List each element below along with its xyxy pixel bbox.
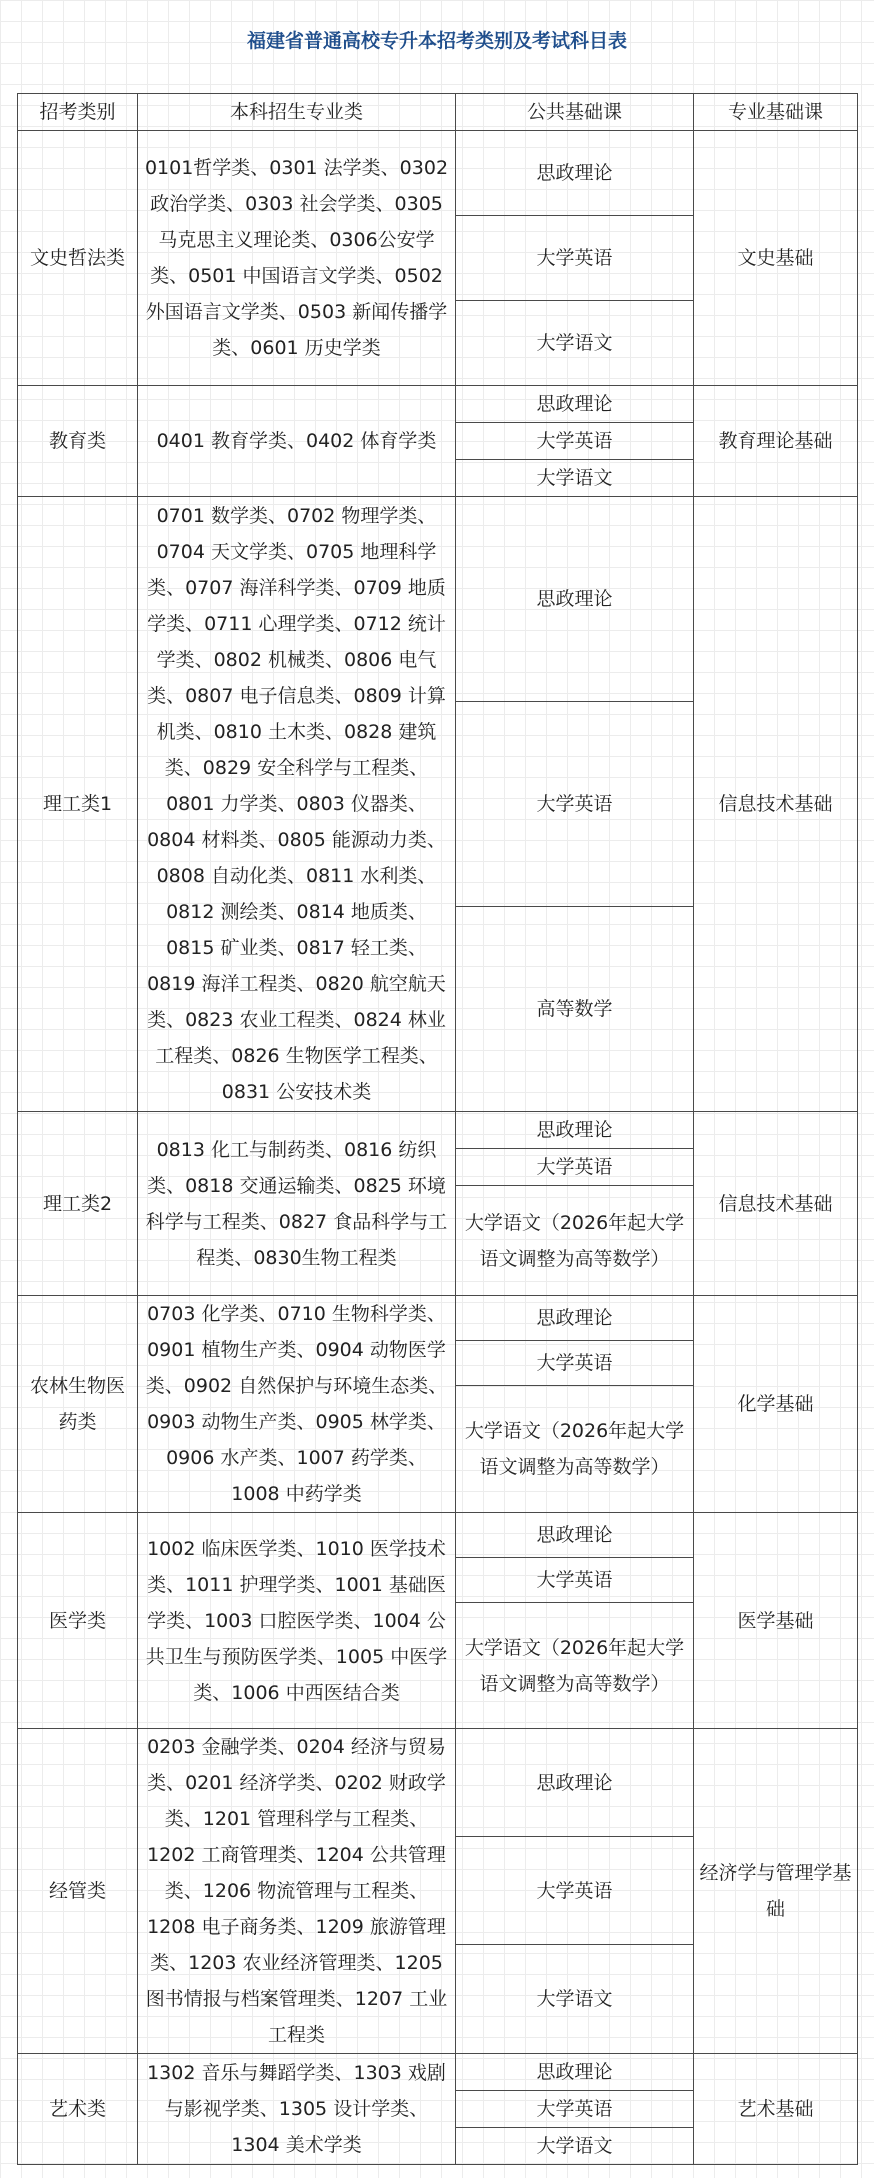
public-course-cell: 思政理论: [456, 1112, 694, 1149]
category-cell: 农林生物医药类: [18, 1296, 138, 1513]
majors-cell: 0203 金融学类、0204 经济与贸易类、0201 经济学类、0202 财政学类、1201 管理科学与工程类、1202 工商管理类、1204 公共管理类、1206 物流管理与工程类、1208 电子商务类、1209 旅游管理类、1203 农业经济管理类、1205 图书情报与档案管理类、1207 工业工程类: [138, 1729, 456, 2054]
public-course-cell: 大学语文（2026年起大学语文调整为高等数学）: [456, 1603, 694, 1729]
public-course-cell: 思政理论: [456, 386, 694, 423]
majors-cell: 0703 化学类、0710 生物科学类、0901 植物生产类、0904 动物医学类、0902 自然保护与环境生态类、0903 动物生产类、0905 林学类、0906 水产类、1007 药学类、1008 中药学类: [138, 1296, 456, 1513]
majors-cell: 0813 化工与制药类、0816 纺织类、0818 交通运输类、0825 环境科学与工程类、0827 食品科学与工程类、0830生物工程类: [138, 1112, 456, 1296]
category-cell: 艺术类: [18, 2054, 138, 2165]
header-public-courses: 公共基础课: [456, 94, 694, 131]
document-title: 福建省普通高校专升本招考类别及考试科目表: [246, 30, 627, 52]
majors-cell: 0701 数学类、0702 物理学类、0704 天文学类、0705 地理科学类、0707 海洋科学类、0709 地质学类、0711 心理学类、0712 统计学类、0802 机械类、0806 电气类、0807 电子信息类、0809 计算机类、0810 土木类、0828 建筑类、0829 安全科学与工程类、0801 力学类、0803 仪器类、0804 材料类、0805 能源动力类、0808 自动化类、0811 水利类、0812 测绘类、0814 地质类、0815 矿业类、0817 轻工类、0819 海洋工程类、0820 航空航天类、0823 农业工程类、0824 林业工程类、0826 生物医学工程类、0831 公安技术类: [138, 497, 456, 1112]
professional-course-cell: 文史基础: [694, 131, 858, 386]
exam-subjects-table: [17, 93, 858, 2165]
public-course-cell: 大学英语: [456, 1149, 694, 1186]
public-course-cell: 大学语文（2026年起大学语文调整为高等数学）: [456, 1386, 694, 1513]
professional-course-cell: 信息技术基础: [694, 1112, 858, 1296]
public-course-cell: 大学英语: [456, 2091, 694, 2128]
public-course-cell: 大学语文: [456, 2128, 694, 2165]
header-majors: 本科招生专业类: [138, 94, 456, 131]
public-course-cell: 思政理论: [456, 1729, 694, 1837]
table-row: [18, 1112, 858, 1149]
public-course-cell: 大学英语: [456, 702, 694, 907]
public-course-cell: 大学语文（2026年起大学语文调整为高等数学）: [456, 1186, 694, 1296]
public-course-cell: 大学英语: [456, 216, 694, 301]
header-professional-course: 专业基础课: [694, 94, 858, 131]
table-row: [18, 1513, 858, 1558]
public-course-cell: 思政理论: [456, 2054, 694, 2091]
professional-course-cell: 教育理论基础: [694, 386, 858, 497]
category-cell: 理工类1: [18, 497, 138, 1112]
table-row: [18, 1729, 858, 1837]
category-cell: 理工类2: [18, 1112, 138, 1296]
public-course-cell: 大学英语: [456, 423, 694, 460]
majors-cell: 1002 临床医学类、1010 医学技术类、1011 护理学类、1001 基础医学类、1003 口腔医学类、1004 公共卫生与预防医学类、1005 中医学类、1006 中西医结合类: [138, 1513, 456, 1729]
public-course-cell: 思政理论: [456, 131, 694, 216]
public-course-cell: 大学英语: [456, 1837, 694, 1945]
public-course-cell: 大学语文: [456, 460, 694, 497]
professional-course-cell: 化学基础: [694, 1296, 858, 1513]
professional-course-cell: 医学基础: [694, 1513, 858, 1729]
public-course-cell: 思政理论: [456, 497, 694, 702]
table-row: [18, 386, 858, 423]
table-row: [18, 2054, 858, 2091]
public-course-cell: 思政理论: [456, 1513, 694, 1558]
professional-course-cell: 艺术基础: [694, 2054, 858, 2165]
public-course-cell: 高等数学: [456, 907, 694, 1112]
header-category: 招考类别: [18, 94, 138, 131]
category-cell: 医学类: [18, 1513, 138, 1729]
majors-cell: 1302 音乐与舞蹈学类、1303 戏剧与影视学类、1305 设计学类、1304 美术学类: [138, 2054, 456, 2165]
table-row: [18, 131, 858, 216]
majors-cell: 0101哲学类、0301 法学类、0302 政治学类、0303 社会学类、0305 马克思主义理论类、0306公安学类、0501 中国语言文学类、0502 外国语言文学类、0503 新闻传播学类、0601 历史学类: [138, 131, 456, 386]
category-cell: 经管类: [18, 1729, 138, 2054]
professional-course-cell: 信息技术基础: [694, 497, 858, 1112]
category-cell: 文史哲法类: [18, 131, 138, 386]
table-row: [18, 497, 858, 702]
public-course-cell: 大学语文: [456, 1945, 694, 2054]
professional-course-cell: 经济学与管理学基础: [694, 1729, 858, 2054]
public-course-cell: 大学英语: [456, 1558, 694, 1603]
majors-cell: 0401 教育学类、0402 体育学类: [138, 386, 456, 497]
table-row: [18, 1296, 858, 1341]
public-course-cell: 大学语文: [456, 301, 694, 386]
public-course-cell: 思政理论: [456, 1296, 694, 1341]
table-header-row: [18, 94, 858, 131]
category-cell: 教育类: [18, 386, 138, 497]
public-course-cell: 大学英语: [456, 1341, 694, 1386]
